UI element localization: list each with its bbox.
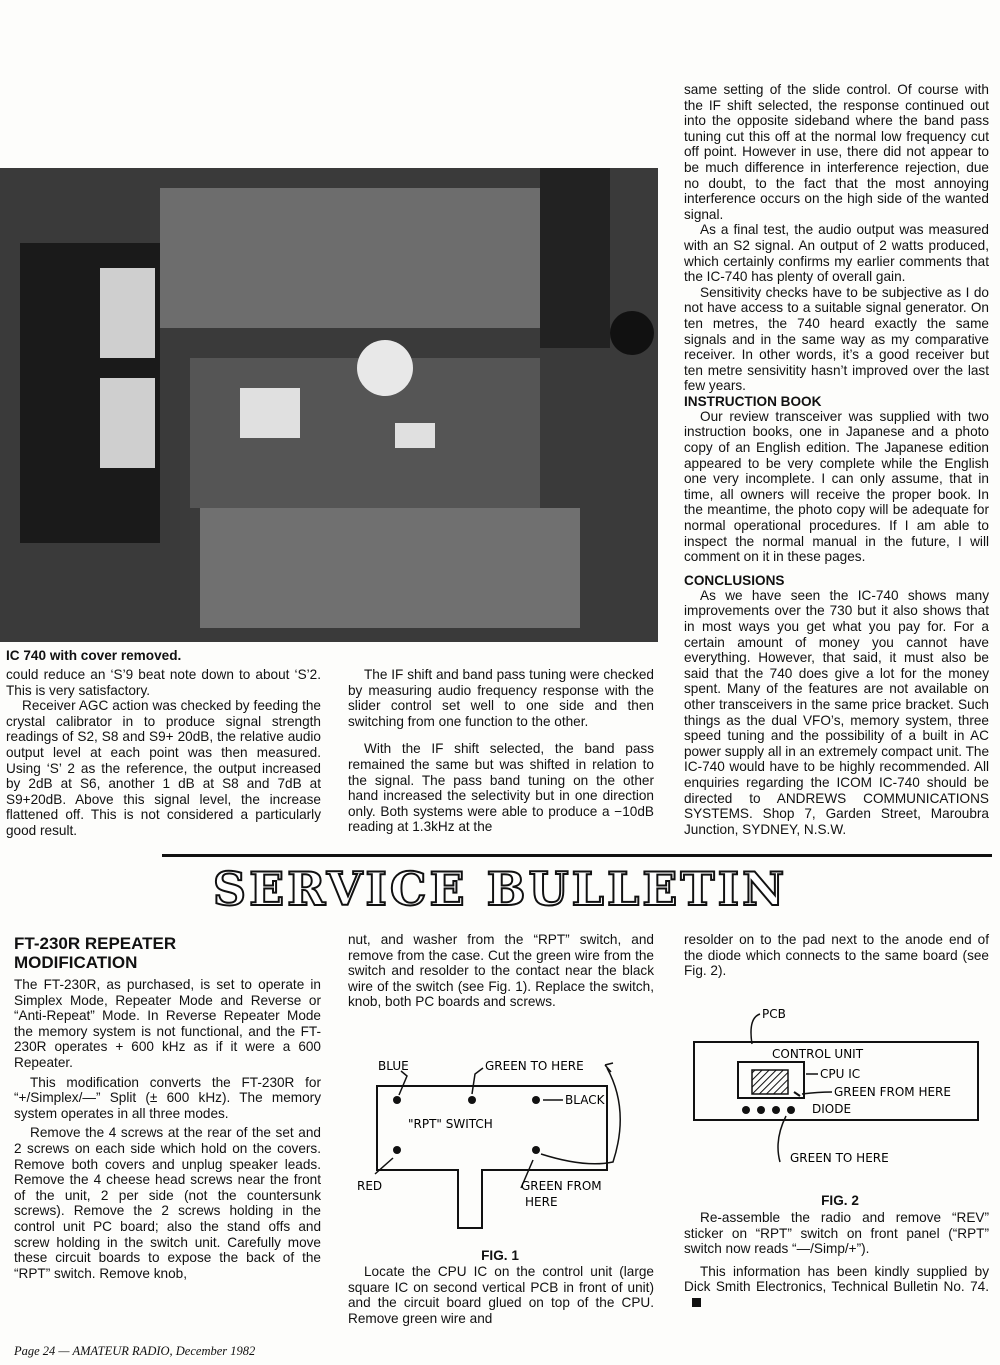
- bulletin-paragraph: This modification converts the FT-230R for “+/Simplex/—” Split (± 600 kHz). The memory system operates in all three modes.: [14, 1074, 321, 1121]
- fig2-label-diode: DIODE: [812, 1102, 852, 1116]
- review-column-3: [684, 82, 989, 837]
- bulletin-title-line: MODIFICATION: [14, 953, 138, 972]
- review-paragraph: Receiver AGC action was checked by feeding the crystal calibrator in to produce signal strength readings of S2, S8 and S9+ 20dB, the relative audio output level at each point was then measured. Using ‘S’ 2 as the reference, the output increased by 2dB at S6, another 1 dB at S8 and 7dB at S9+20dB. Above this signal level, the increase flattened off. This is not considered a particularly good result.: [6, 698, 321, 838]
- section-divider: [162, 854, 992, 857]
- bulletin-column-3-top: [684, 932, 989, 979]
- review-paragraph: As a final test, the audio output was measured with an S2 signal. An output of 2 watts produced, which certainly confirms my earlier comments that the IC-740 has plenty of overall gain.: [684, 222, 989, 285]
- transceiver-photo-drawing: [0, 148, 658, 642]
- bulletin-column-2-top: [348, 932, 654, 1010]
- fig1-label-green-from: GREEN FROM: [521, 1179, 602, 1193]
- figure-2: [690, 1000, 990, 1208]
- bulletin-paragraph: Locate the CPU IC on the control unit (large square IC on second vertical PCB in front of unit) and the circuit board glued on top of the CPU. Remove green wire and: [348, 1264, 654, 1326]
- review-column-2: [348, 667, 654, 835]
- bulletin-paragraph: Remove the 4 screws at the rear of the set and 2 screws on each side which hold on the covers. Remove both covers and unplug speaker leads. Remove the 4 cheese head screws near the front of the unit, 2 per side (not the countersunk screws). Remove the 2 screws holding in the control unit PC board; also the stand offs and screw holding in the switch unit. Carefully move these circuit boards to expose the back of the “RPT” switch. Remove knob,: [14, 1125, 321, 1281]
- rpt-switch-diagram: [345, 1050, 655, 1235]
- photo-caption: IC 740 with cover removed.: [6, 648, 182, 663]
- review-paragraph: could reduce an ‘S’9 beat note down to about ‘S’2. This is very satisfactory.: [6, 667, 321, 698]
- bulletin-title-line: FT-230R REPEATER: [14, 934, 177, 953]
- figure-1: [345, 1050, 655, 1263]
- instruction-book-text: Our review transceiver was supplied with two instruction books, one in Japanese and a photo copy of an English edition. The Japanese edition appeared to be very complete while the English one very incomplete. I can only assume, that in time, all owners will receive the proper book. In the meantime, the photo copy will be adequate for normal operational procedures. If I am able to inspect the normal manual in the future, I will comment on it in these pages.: [684, 408, 989, 565]
- bulletin-paragraph: The FT-230R, as purchased, is set to operate in Simplex Mode, Repeater Mode and Reverse or “Anti-Repeat” Mode. In Reverse Repeater Mode the memory system is not functional, and the FT-230R operates + 600 kHz as if it were a 600 Repeater.: [14, 977, 321, 1070]
- conclusions-heading: CONCLUSIONS: [684, 572, 785, 588]
- bulletin-title: [14, 934, 329, 972]
- review-paragraph: The IF shift and band pass tuning were checked by measuring audio frequency response with the slider control set well to one side and then switching from one function to the other.: [348, 667, 654, 729]
- bulletin-paragraph: Re-assemble the radio and remove “REV” sticker on “RPT” switch on front panel (“RPT” switch now reads “—/Simp/+”).: [684, 1210, 989, 1257]
- bulletin-column-3-bottom: [684, 1210, 989, 1311]
- bulletin-paragraph: resolder on to the pad next to the anode end of the diode which connects to the same board (see Fig. 2).: [684, 932, 989, 979]
- fig1-caption: FIG. 1: [481, 1248, 519, 1263]
- page-footer: Page 24 — AMATEUR RADIO, December 1982: [14, 1344, 256, 1358]
- review-column-1: [6, 667, 321, 839]
- fig1-label-here: HERE: [525, 1195, 558, 1209]
- conclusions-text: As we have seen the IC-740 shows many improvements over the 730 but it also shows that in most ways you get what you pay for. For a certain amount of money you cannot have everything. However, that said, it must also be said that the 740 does give a lot for the money spent. Many of the features are not available on other transceivers in the same price bracket. Such things as the dual VFO’s, memory system, three speed tuning and the possibility of a built in AC power supply all in an extremely compact unit. The IC-740 would have to be highly recommended. All enquiries regarding the ICOM IC-740 should be directed to ANDREWS COMMUNICATIONS SYSTEMS. Shop 7, Garden Street, Maroubra Junction, SYDNEY, N.S.W.: [684, 587, 990, 837]
- fig1-label-switch: "RPT" SWITCH: [408, 1117, 493, 1131]
- fig2-label-green-to: GREEN TO HERE: [790, 1151, 889, 1165]
- end-mark-icon: [692, 1298, 701, 1307]
- fig2-label-cpu: CPU IC: [820, 1067, 861, 1081]
- fig2-caption: FIG. 2: [821, 1193, 859, 1208]
- bulletin-column-2-bottom: [348, 1264, 654, 1326]
- fig1-label-black: BLACK: [565, 1093, 605, 1107]
- fig2-label-control-unit: CONTROL UNIT: [772, 1047, 864, 1061]
- bulletin-paragraph: nut, and washer from the “RPT” switch, and remove from the case. Cut the green wire from the switch and resolder to the contact near the black wire of the switch (see Fig. 1). Replace the switch, knob, both PC boards and screws.: [348, 932, 654, 1010]
- fig2-label-pcb: PCB: [762, 1007, 786, 1021]
- instruction-book-heading: INSTRUCTION BOOK: [684, 393, 822, 409]
- bulletin-credit: This information has been kindly supplied by Dick Smith Electronics, Technical Bulletin No. 74.: [684, 1263, 989, 1295]
- review-paragraph: same setting of the slide control. Of course with the IF shift selected, the response continued out into the opposite sideband where the band pass tuning cut this off at the normal low frequency cut off point. However in use, there did not appear to be much difference in interference rejection, due no doubt, to the fact that the most annoying interference occurs on the high side of the wanted signal.: [684, 82, 989, 222]
- bulletin-paragraph: [684, 1264, 989, 1311]
- fig1-label-green-to: GREEN TO HERE: [485, 1059, 584, 1073]
- control-unit-diagram: [690, 1000, 990, 1180]
- review-paragraph: Sensitivity checks have to be subjective as I do not have access to a suitable signal generator. On ten metres, the 740 heard exactly the same signals and in the same way as my comparative receiver. In other words, it’s a good receiver but ten metre sensivitity hasn’t improved over the last few years.: [684, 284, 989, 394]
- fig1-label-blue: BLUE: [378, 1059, 409, 1073]
- review-paragraph: With the IF shift selected, the band pass remained the same but was shifted in relation to the signal. The pass band tuning on the other hand increased the selectivity but in one direction only. Both systems were able to produce a −10dB reading at 1.3kHz at the: [348, 741, 654, 835]
- bulletin-column-1: [14, 977, 321, 1281]
- fig2-label-green-from: GREEN FROM HERE: [834, 1085, 951, 1099]
- transceiver-photo: [0, 148, 658, 642]
- service-bulletin-banner: SERVICE BULLETIN: [212, 862, 788, 916]
- fig1-label-red: RED: [357, 1179, 383, 1193]
